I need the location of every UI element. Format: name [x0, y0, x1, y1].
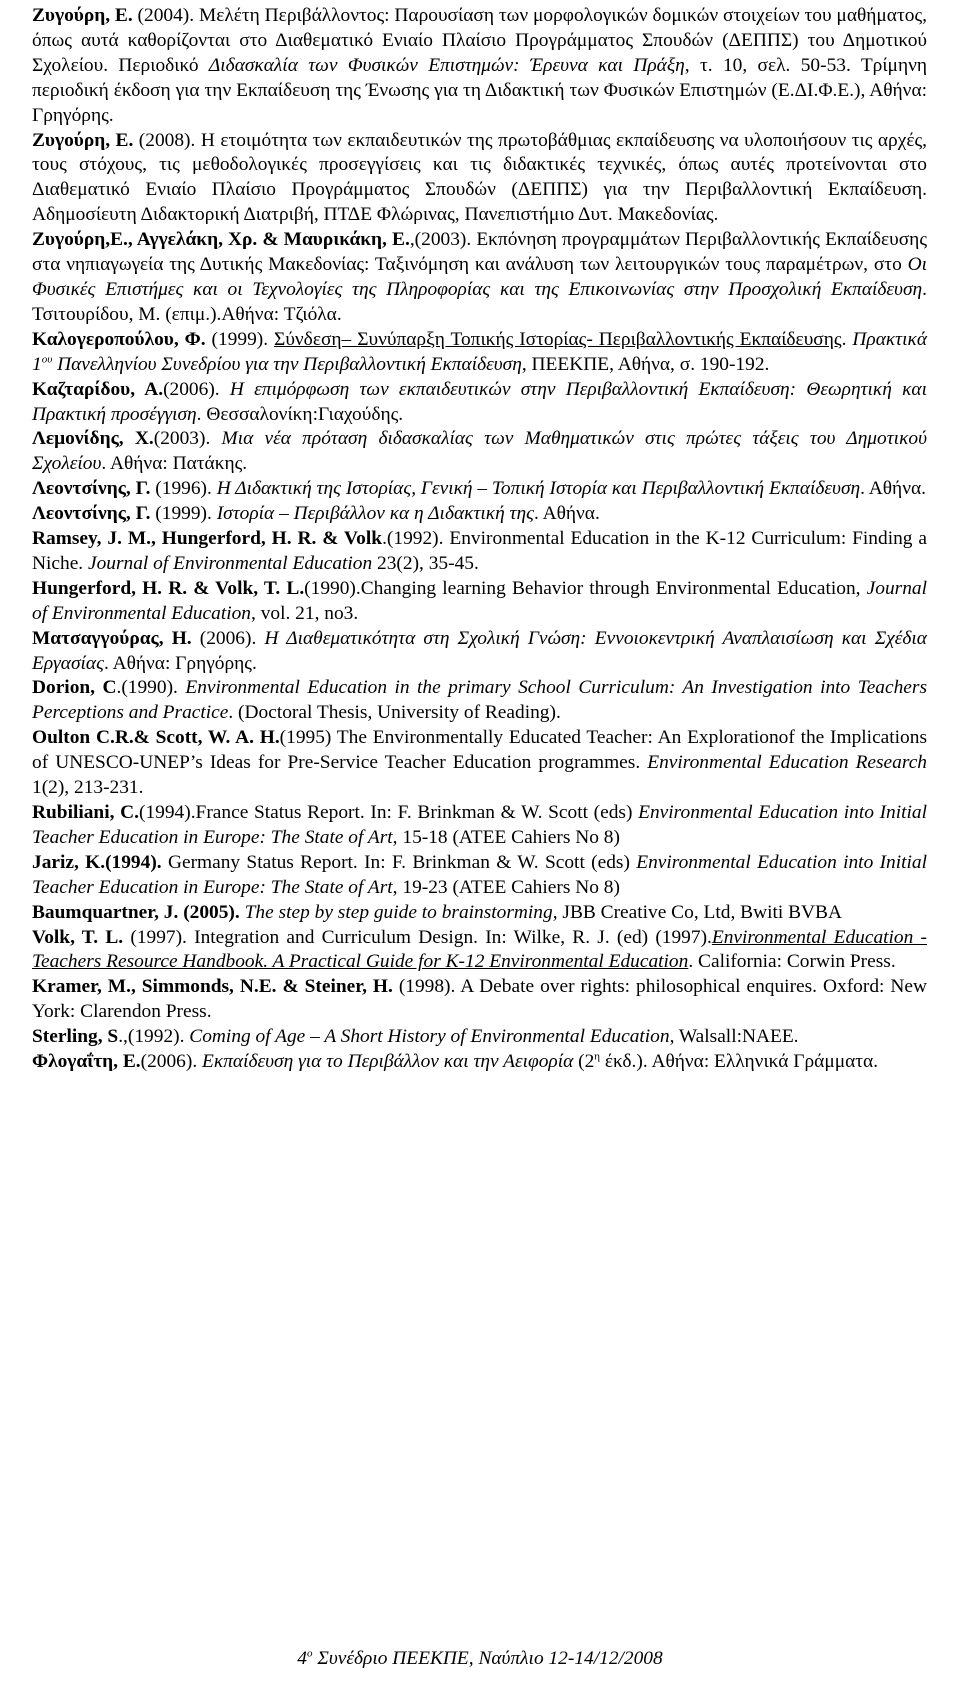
reference-text: , 15-18 (ATEE Cahiers No 8)	[392, 826, 620, 848]
reference-author: Volk, T. L.	[32, 926, 124, 948]
reference-entry	[32, 1050, 927, 1075]
reference-text: (2006).	[163, 378, 230, 400]
reference-title: Environmental Education - Teachers Resource Handbook. A Practical Guide for K-12 Environmental Education	[32, 926, 927, 973]
reference-entry	[32, 129, 927, 229]
reference-title: Η Διδακτική της Ιστορίας, Γενική – Τοπική Ιστορία και Περιβαλλοντική Εκπαίδευση	[216, 478, 861, 500]
reference-author: Λεοντσίνης, Γ.	[32, 478, 151, 500]
reference-text: (1990).Changing learning Behavior through Environmental Education,	[304, 577, 867, 599]
page-footer	[0, 1648, 960, 1670]
reference-author: Ζυγούρη, Ε.	[32, 129, 134, 151]
reference-entry	[32, 1025, 927, 1050]
reference-entry	[32, 477, 927, 502]
reference-text: , Walsall:NAEE.	[669, 1026, 799, 1048]
reference-text: . California: Corwin Press.	[688, 951, 896, 973]
reference-entry	[32, 577, 927, 627]
reference-text: . Θεσσαλονίκη:Γιαχούδης.	[196, 403, 404, 425]
reference-author: Ζυγούρη, Ε.	[32, 5, 133, 26]
reference-text: (1994).France Status Report. In: F. Brinkman & W. Scott (eds)	[139, 802, 639, 823]
reference-author: Baumquartner, J. (2005).	[32, 901, 240, 923]
reference-author: Φλογαΐτη, Ε.	[32, 1051, 141, 1073]
reference-entry	[32, 676, 927, 726]
reference-entry	[32, 427, 927, 477]
reference-title: Journal of Environmental Education	[32, 577, 927, 624]
reference-entry	[32, 851, 927, 901]
reference-text: (2003).	[153, 428, 222, 450]
reference-underlined-title: Σύνδεση– Συνύπαρξη Τοπικής Ιστορίας- Περιβαλλοντικής Εκπαίδευσης	[274, 328, 842, 350]
reference-title: Πανελληνίου Συνεδρίου για την Περιβαλλοντική Εκπαίδευση	[52, 353, 522, 375]
reference-text: (1998). A Debate over rights: philosophical enquires. Oxford: New York: Clarendon Press.	[32, 976, 927, 1023]
reference-title: Εκπαίδευση για το Περιβάλλον και την Αειφορία	[202, 1051, 574, 1073]
reference-entry	[32, 4, 927, 129]
reference-title: The step by step guide to brainstorming	[244, 901, 553, 923]
reference-author: Jariz, K.(1994).	[32, 851, 162, 873]
reference-text: , JBB Creative Co, Ltd, Bwiti BVBA	[552, 901, 842, 923]
reference-text: ,(2003). Εκπόνηση προγραμμάτων Περιβαλλοντικής Εκπαίδευσης στα νηπιαγωγεία της Δυτικής Μακεδονίας: Ταξινόμηση και ανάλυση των λειτουργικών τους παραμέτρων, στο	[32, 229, 927, 276]
reference-text: , 19-23 (ATEE Cahiers No 8)	[392, 876, 620, 898]
reference-entry	[32, 328, 927, 378]
reference-text: (1995) The Environmentally Educated Teacher: An Explorationof the Implications of UNESCO-UNEP’s Ideas for Pre-Service Teacher Education programmes.	[32, 727, 927, 774]
reference-text: . Αθήνα.	[533, 503, 600, 525]
reference-author: Καζταρίδου, Α.	[32, 378, 164, 400]
reference-title: Ιστορία – Περιβάλλον κα η Διδακτική της	[216, 503, 534, 525]
reference-text: . Αθήνα: Γρηγόρης.	[103, 652, 257, 674]
reference-text: . Αθήνα: Πατάκης.	[101, 453, 248, 475]
reference-author: Sterling, S	[32, 1026, 119, 1048]
reference-title: Coming of Age – A Short History of Environmental Education	[189, 1026, 670, 1048]
reference-entry	[32, 527, 927, 577]
reference-author: Oulton C.R.& Scott, W. A. H.	[32, 727, 280, 749]
reference-author: Λεμονίδης, Χ.	[32, 428, 154, 450]
reference-title: Environmental Education into Initial Teacher Education in Europe: The State of Art	[32, 851, 927, 898]
reference-text: (2006).	[191, 627, 265, 649]
reference-text: (1996).	[150, 478, 217, 500]
reference-entry	[32, 801, 927, 851]
reference-text: . Αθήνα.	[860, 478, 926, 500]
reference-author: Ματσαγγούρας, Η.	[32, 627, 192, 649]
reference-entry	[32, 975, 927, 1025]
reference-text: (2008). Η ετοιμότητα των εκπαιδευτικών της πρωτοβάθμιας εκπαίδευσης να υλοποιήσουν τις αρχές, τους στόχους, τις μεθοδολογικές προσεγγίσεις και τις διδακτικές τεχνικές, όπως αυτές προτείνονται στο Διαθεματικό Ενιαίο Πλαίσιο Προγράμματος Σπουδών (ΔΕΠΠΣ) για την Περιβαλλοντική Εκπαίδευση. Αδημοσίευτη Διδακτορική Διατριβή, ΠΤΔΕ Φλώρινας, Πανεπιστήμιο Δυτ. Μακεδονίας.	[32, 129, 927, 226]
reference-author: Λεοντσίνης, Γ.	[32, 503, 151, 525]
reference-list	[32, 4, 927, 1075]
reference-title: Πρακτικά 1	[32, 328, 927, 375]
reference-text: (1997). Integration and Curriculum Design. In: Wilke, R. J. (ed) (1997).	[123, 926, 712, 948]
reference-text: .(1990).	[116, 677, 186, 699]
reference-text: .,(1992).	[118, 1026, 190, 1048]
footer-conference-text: Συνέδριο ΠΕΕΚΠΕ, Ναύπλιο 12-14/12/2008	[312, 1648, 663, 1669]
reference-text: Germany Status Report. In: F. Brinkman & W. Scott (eds)	[161, 851, 637, 873]
reference-entry	[32, 926, 927, 976]
footer-ordinal-suffix: ο	[307, 1647, 313, 1660]
reference-text: , ΠΕΕΚΠΕ, Αθήνα, σ. 190-192.	[521, 353, 770, 375]
reference-text: έκδ.). Αθήνα: Ελληνικά Γράμματα.	[600, 1051, 879, 1073]
reference-text: , τ. 10, σελ. 50-53. Τρίμηνη περιοδική έκδοση για την Εκπαίδευση της Ένωσης για τη Διδακτική των Φυσικών Επιστημών (Ε.ΔΙ.Φ.Ε.), Αθήνα: Γρηγόρης.	[32, 54, 928, 126]
reference-entry	[32, 502, 927, 527]
reference-text: (1999).	[150, 503, 217, 525]
reference-entry	[32, 901, 927, 926]
reference-text: .(1992). Environmental Education in the K-12 Curriculum: Finding a Niche.	[32, 528, 927, 574]
reference-entry	[32, 228, 927, 328]
reference-text: 23(2), 35-45.	[372, 552, 479, 574]
reference-text: (1999).	[205, 328, 275, 350]
reference-author: Καλογεροπούλου, Φ.	[32, 328, 206, 350]
reference-title: Journal of Environmental Education	[88, 552, 373, 574]
reference-superscript: η	[594, 1050, 601, 1063]
reference-title: Η Διαθεματικότητα στη Σχολική Γνώση: Εννοιοκεντρική Αναπλαισίωση και Σχέδια Εργασίας	[32, 627, 927, 674]
reference-superscript: ου	[41, 353, 53, 366]
reference-author: Dorion, C	[32, 677, 117, 699]
reference-title: Environmental Education into Initial Teacher Education in Europe: The State of Art	[32, 802, 928, 848]
reference-entry	[32, 726, 927, 801]
reference-text: (2006).	[140, 1051, 203, 1073]
reference-title: Η επιμόρφωση των εκπαιδευτικών στην Περιβαλλοντική Εκπαίδευση: Θεωρητική και Πρακτική προσέγγιση	[32, 378, 927, 425]
reference-title: Οι Φυσικές Επιστήμες και οι Τεχνολογίες της Πληροφορίας και της Επικοινωνίας στην Προσχολική Εκπαίδευση	[32, 254, 927, 300]
reference-author: Rubiliani, C.	[32, 802, 139, 823]
reference-text: . Τσιτουρίδου, Μ. (επιμ.).Αθήνα: Τζιόλα.	[32, 278, 927, 325]
reference-title: Environmental Education Research	[647, 752, 927, 774]
reference-text: 1(2), 213-231.	[32, 777, 144, 799]
reference-author: Ζυγούρη,Ε., Αγγελάκη, Χρ. & Μαυρικάκη, Ε.	[32, 229, 410, 251]
reference-title: Διδασκαλία των Φυσικών Επιστημών: Έρευνα και Πράξη	[208, 54, 685, 76]
reference-title: Environmental Education in the primary School Curriculum: An Investigation into Teachers Perceptions and Practice	[32, 677, 927, 724]
reference-text: . (Doctoral Thesis, University of Reading).	[228, 702, 561, 724]
reference-entry	[32, 627, 927, 677]
reference-author: Ramsey, J. M., Hungerford, H. R. & Volk	[32, 528, 383, 550]
reference-entry	[32, 378, 927, 428]
reference-author: Hungerford, H. R. & Volk, T. L.	[32, 577, 305, 599]
reference-text: (2	[573, 1051, 595, 1073]
reference-title: Μια νέα πρόταση διδασκαλίας των Μαθηματικών στις πρώτες τάξεις του Δημοτικού Σχολείου	[32, 428, 927, 475]
reference-text: .	[841, 328, 853, 350]
reference-text: (2004). Μελέτη Περιβάλλοντος: Παρουσίαση των μορφολογικών δομικών στοιχείων του μαθήματος, όπως αυτά καθορίζονται στο Διαθεματικό Ενιαίο Πλαίσιο Προγράμματος Σπουδών (ΔΕΠΠΣ) του Δημοτικού Σχολείου. Περιοδικό	[32, 5, 927, 76]
footer-ordinal-number: 4	[297, 1648, 307, 1669]
reference-author: Kramer, M., Simmonds, N.E. & Steiner, H.	[32, 976, 393, 998]
reference-text: , vol. 21, no3.	[251, 602, 359, 624]
